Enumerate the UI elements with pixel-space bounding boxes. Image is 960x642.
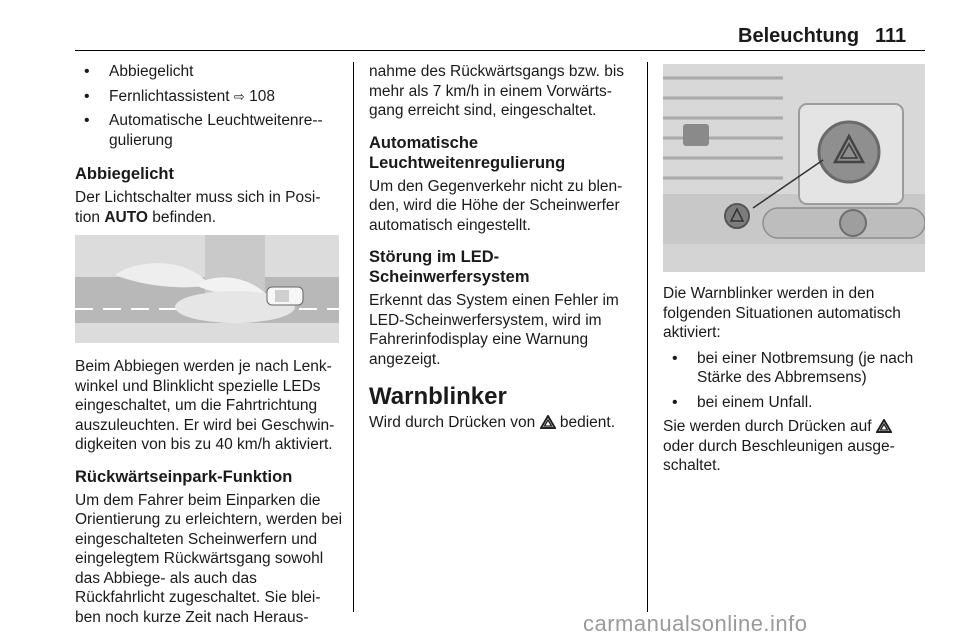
page-ref-link[interactable]: 108 [249, 87, 276, 105]
column-divider [353, 62, 354, 612]
page-number: 111 [875, 25, 907, 47]
feature-list [75, 62, 345, 150]
hazard-warning-icon [876, 419, 892, 433]
chapter-heading: Warnblinker [369, 383, 507, 410]
paragraph: Der Lichtschalter muss sich in Posi-tion AUTO befinden. [75, 189, 321, 226]
list-item: • Automatische Leuchtweitenre-gulierung [75, 111, 345, 150]
paragraph: Beim Abbiegen werden je nach Lenk-winkel und Blinklicht spezielle LEDs eingeschaltet, um die Fahrtrichtung auszuleuchten. Er wird bei Geschwin-digkeiten von bis zu 40 km/h aktiviert. [75, 358, 335, 453]
section-heading: Automatische Leuchtweitenregulierung [369, 133, 566, 172]
hazard-warning-icon [540, 415, 556, 429]
section-heading: Rückwärtseinpark-Funktion [75, 467, 293, 486]
page-ref-arrow-icon: ⇨ [233, 88, 245, 104]
paragraph: Wird durch Drücken von bedient. [369, 414, 616, 431]
list-item: • Fernlichtassistent ⇨ 108 [75, 87, 345, 107]
list-item: • bei einer Notbremsung (je nach Stärke des Abbremsens) [663, 349, 925, 388]
paragraph: Die Warnblinker werden in den folgenden Situationen automatisch aktiviert: [663, 285, 901, 341]
cornering-light-illustration [75, 235, 339, 343]
paragraph: Sie werden durch Drücken auf oder durch Beschleunigen ausge-schaltet. [663, 418, 895, 474]
page-header [0, 0, 960, 60]
paragraph: Um den Gegenverkehr nicht zu blen-den, wird die Höhe der Scheinwerfer automatisch eingestellt. [369, 177, 623, 234]
column-right [663, 62, 925, 482]
section-heading: Störung im LED-Scheinwerfersystem [369, 248, 530, 286]
list-item: • Abbiegelicht [75, 62, 345, 82]
list-item: • bei einem Unfall. [663, 393, 925, 413]
auto-activation-list [663, 349, 925, 413]
page-title: Beleuchtung [738, 25, 860, 47]
column-middle [369, 62, 639, 439]
column-left [75, 62, 345, 633]
hazard-button-photo [663, 64, 925, 272]
paragraph: Erkennt das System einen Fehler im LED-Scheinwerfersystem, wird im Fahrerinfodisplay eine Warnung angezeigt. [369, 292, 619, 368]
paragraph: Um dem Fahrer beim Einparken die Orientierung zu erleichtern, werden bei eingeschalteten Scheinwerfern und eingelegtem Rückwärtsgang sowohl das Abbiege- als auch das Rückfahrlicht zugeschaltet. Sie blei-ben noch kurze Zeit nach Heraus- [75, 491, 343, 626]
header-rule [75, 50, 925, 51]
section-heading: Abbiegelicht [75, 165, 175, 183]
watermark: carmanualsonline.info [583, 611, 808, 636]
column-divider [647, 62, 648, 612]
paragraph: nahme des Rückwärtsgangs bzw. bis mehr als 7 km/h in einem Vorwärts-gang erreicht sind, eingeschaltet. [369, 63, 625, 119]
